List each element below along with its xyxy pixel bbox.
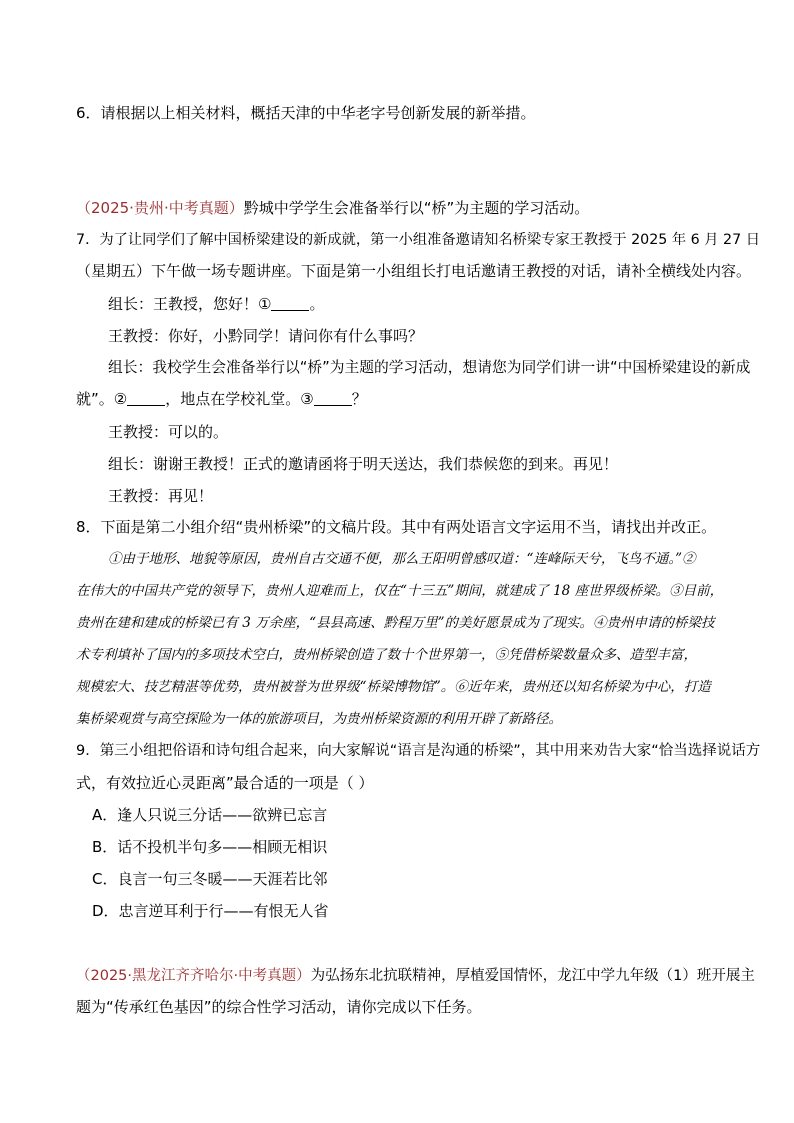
dialogue-text: ？ bbox=[351, 390, 367, 408]
blank-marker-3: ③ bbox=[300, 390, 314, 408]
passage-line-2: 在伟大的中国共产党的领导下，贵州人迎难而上，仅在“十三五”期间，就建成了 18 座世界级桥梁。③目前， bbox=[76, 583, 724, 599]
dialogue-line-1 bbox=[108, 294, 324, 314]
question-9-stem-2: 式，有效拉近心灵距离”最合适的一项是（ ） bbox=[76, 774, 374, 792]
dialogue-line-6: 王教授：再见！ bbox=[108, 487, 214, 505]
answer-blank-1[interactable] bbox=[271, 296, 309, 311]
option-c[interactable]: C．良言一句三冬暖——天涯若比邻 bbox=[92, 870, 328, 888]
section-2-intro bbox=[76, 966, 755, 986]
option-b[interactable]: B．话不投机半句多——相顾无相识 bbox=[92, 838, 328, 856]
section-1-intro bbox=[76, 198, 589, 218]
option-a[interactable]: A．逢人只说三分话——欲辨已忘言 bbox=[92, 806, 328, 824]
dialogue-text: ，地点在学校礼堂。 bbox=[165, 390, 301, 408]
dialogue-line-2: 王教授：你好，小黔同学！请问你有什么事吗？ bbox=[108, 327, 424, 345]
question-7-line-1: 7．为了让同学们了解中国桥梁建设的新成就，第一小组准备邀请知名桥梁专家王教授于 2025 年 6 月 27 日 bbox=[76, 232, 760, 248]
passage-line-3: 贵州在建和建成的桥梁已有 3 万余座，“县县高速、黔程万里”的美好愿景成为了现实。④贵州申请的桥梁技 bbox=[76, 615, 715, 631]
source-tag: （2025·黑龙江齐齐哈尔·中考真题） bbox=[76, 968, 311, 984]
dialogue-text: 。 bbox=[309, 295, 325, 313]
intro-text: 黔城中学学生会准备举行以“桥”为主题的学习活动。 bbox=[243, 199, 590, 217]
passage-line-1: ①由于地形、地貌等原因，贵州自古交通不便，那么王阳明曾感叹道：“连峰际天兮，飞鸟不通。”② bbox=[108, 551, 696, 567]
intro-text: 为弘扬东北抗联精神，厚植爱国情怀，龙江中学九年级（1）班开展主 bbox=[310, 968, 755, 984]
source-tag: （2025·贵州·中考真题） bbox=[76, 199, 244, 217]
dialogue-line-4: 王教授：可以的。 bbox=[108, 423, 229, 441]
dialogue-line-5: 组长：谢谢王教授！正式的邀请函将于明天送达，我们恭候您的到来。再见！ bbox=[108, 455, 619, 473]
question-7-line-2: （星期五）下午做一场专题讲座。下面是第一小组组长打电话邀请王教授的对话，请补全横线处内容。 bbox=[76, 262, 752, 280]
section-2-intro-cont: 题为“传承红色基因”的综合性学习活动，请你完成以下任务。 bbox=[76, 998, 482, 1016]
dialogue-text: 就”。 bbox=[76, 390, 114, 408]
option-d[interactable]: D．忠言逆耳利于行——有恨无人省 bbox=[92, 902, 329, 920]
question-9-stem-1: 9．第三小组把俗语和诗句组合起来，向大家解说“语言是沟通的桥梁”，其中用来劝告大家“恰当选择说话方 bbox=[76, 743, 761, 759]
question-8-stem: 8．下面是第二小组介绍“贵州桥梁”的文稿片段。其中有两处语言文字运用不当，请找出并改正。 bbox=[76, 518, 717, 536]
dialogue-text: 组长：王教授，您好！ bbox=[108, 295, 259, 313]
passage-line-5: 规模宏大、技艺精湛等优势，贵州被誉为世界级“桥梁博物馆”。⑥近年来，贵州还以知名桥梁为中心，打造 bbox=[76, 679, 711, 695]
answer-blank-2[interactable] bbox=[127, 391, 165, 406]
dialogue-line-3: 组长：我校学生会准备举行以“桥”为主题的学习活动，想请您为同学们讲一讲“中国桥梁建设的新成 bbox=[108, 359, 751, 376]
question-6: 6．请根据以上相关材料，概括天津的中华老字号创新发展的新举措。 bbox=[76, 104, 536, 122]
blank-marker-1: ① bbox=[258, 295, 272, 313]
answer-blank-3[interactable] bbox=[314, 391, 352, 406]
dialogue-line-3-cont bbox=[76, 389, 367, 409]
passage-line-4: 术专利填补了国内的多项技术空白，贵州桥梁创造了数十个世界第一，⑤凭借桥梁数量众多、造型丰富， bbox=[76, 647, 697, 663]
blank-marker-2: ② bbox=[113, 390, 128, 408]
passage-line-6: 集桥梁观赏与高空探险为一体的旅游项目，为贵州桥梁资源的利用开辟了新路径。 bbox=[76, 711, 562, 727]
